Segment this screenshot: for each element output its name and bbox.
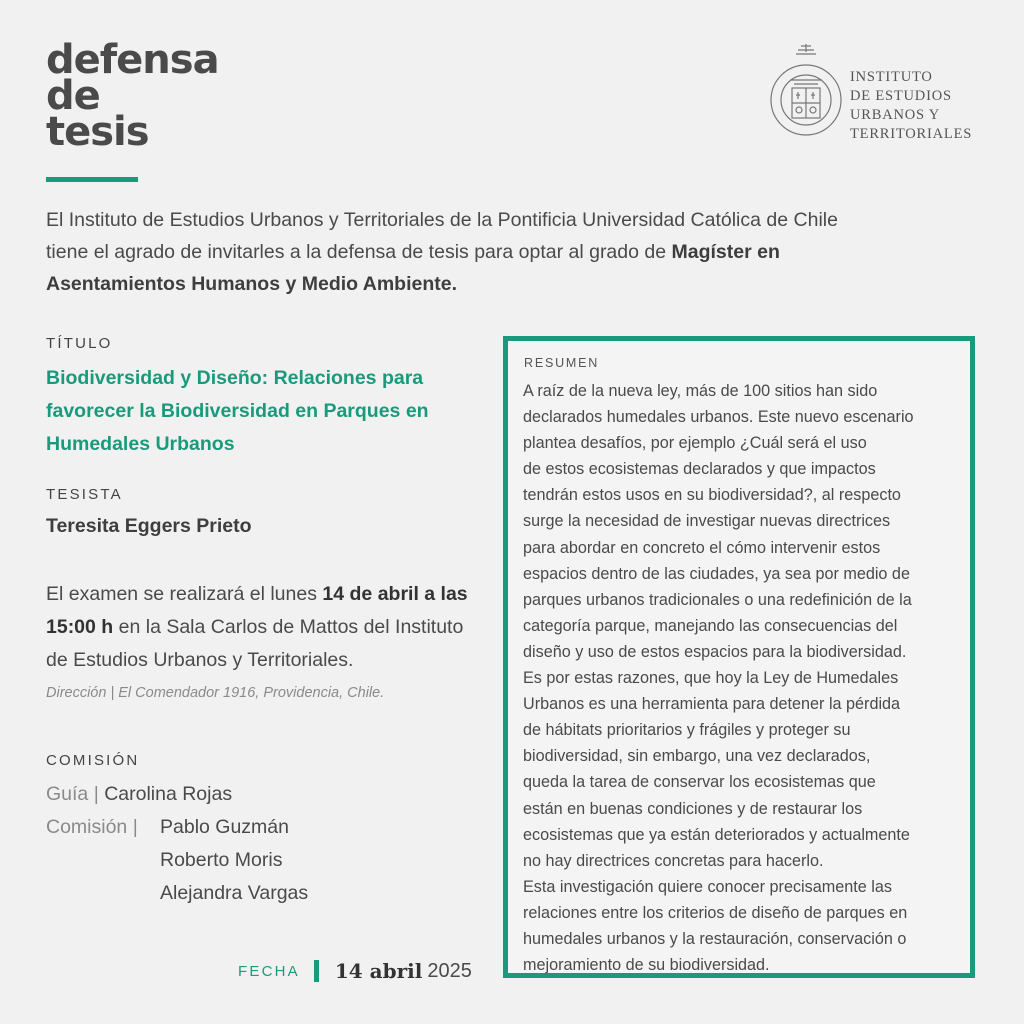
exam-text-1: El examen se realizará el lunes (46, 583, 317, 605)
exam-address: Dirección | El Comendador 1916, Providencia, Chile. (46, 685, 385, 701)
student-name: Teresita Eggers Prieto (46, 515, 252, 537)
guide-name: Carolina Rojas (104, 783, 233, 805)
summary-line: parques urbanos tradicionales o una redefinición de la (523, 590, 912, 609)
summary-line: relaciones entre los criterios de diseño de parques en (523, 903, 908, 922)
exam-info (46, 578, 486, 677)
summary-line: ecosistemas que ya están deteriorados y actualmente (523, 825, 910, 844)
summary-line: plantea desafíos, por ejemplo ¿Cuál será el uso (523, 434, 867, 453)
accent-divider (46, 177, 138, 182)
committee-members-row (46, 811, 309, 904)
summary-line: surge la necesidad de investigar nuevas directrices (523, 512, 891, 531)
intro-paragraph (46, 204, 876, 300)
date-label: FECHA (238, 962, 300, 980)
summary-line: biodiversidad, sin embargo, una vez declarados, (523, 747, 871, 766)
page-title-line-1: defensa (46, 37, 219, 83)
summary-label: RESUMEN (524, 356, 600, 370)
thesis-title-highlight: Biodiversidad y Diseño: (46, 367, 269, 389)
university-seal-icon (768, 44, 848, 154)
summary-line: mejoramiento de su biodiversidad. (523, 956, 770, 975)
summary-line: Esta investigación quiere conocer precisamente las (523, 877, 892, 896)
date-divider (314, 960, 319, 982)
guide-role: Guía | (46, 783, 99, 805)
page-title-line-3: tesis (46, 109, 149, 155)
thesis-title (46, 362, 486, 461)
summary-text (523, 378, 966, 978)
committee-member: Pablo Guzmán (160, 816, 289, 838)
student-label: TESISTA (46, 486, 123, 503)
summary-box (503, 336, 975, 978)
exam-date-time: 14 de abril a las 15:00 h (46, 583, 468, 638)
summary-line: categoría parque, manejando las consecuencias del (523, 616, 898, 635)
institute-logo (768, 44, 980, 154)
date-day-month: 14 abril (334, 959, 423, 983)
summary-line: tendrán estos usos en su biodiversidad?, al respecto (523, 486, 901, 505)
summary-line: declarados humedales urbanos. Este nuevo escenario (523, 408, 914, 427)
page-title (46, 37, 219, 155)
summary-line: Urbanos es una herramienta para detener la pérdida (523, 695, 901, 714)
committee-members (160, 811, 308, 910)
institute-name (850, 68, 972, 144)
summary-line: A raíz de la nueva ley, más de 100 sitios han sido (523, 382, 878, 400)
summary-line: diseño y uso de estos espacios para la biodiversidad. (523, 642, 907, 661)
summary-line: espacios dentro de las ciudades, ya sea por medio de (523, 564, 910, 583)
thesis-label: TÍTULO (46, 335, 113, 352)
summary-line: de hábitats prioritarios y frágiles y proteger su (523, 721, 851, 740)
summary-line: Es por estas razones, que hoy la Ley de Humedales (523, 669, 899, 688)
degree-name: Magíster en Asentamientos Humanos y Medio Ambiente. (46, 241, 780, 295)
institute-name-line-4: TERRITORIALES (850, 126, 973, 142)
institute-name-line-3: URBANOS Y (850, 107, 941, 123)
page-title-line-2: de (46, 73, 100, 119)
date-line (238, 959, 472, 983)
summary-line: están en buenas condiciones y de restaurar los (523, 799, 863, 818)
summary-line: humedales urbanos y la restauración, conservación o (523, 929, 907, 948)
institute-name-line-1: INSTITUTO (850, 69, 933, 85)
committee-list (46, 778, 309, 904)
committee-member: Roberto Moris (160, 849, 283, 871)
summary-line: para abordar en concreto el cómo intervenir estos (523, 538, 881, 557)
summary-line: no hay directrices concretas para hacerlo. (523, 851, 824, 870)
committee-guide-row (46, 778, 232, 811)
intro-text: El Instituto de Estudios Urbanos y Territoriales de la Pontificia Universidad Católica de Chile tiene el agrado de invitarles a la defensa de tesis para optar al grado de (46, 209, 838, 263)
members-role: Comisión | (46, 816, 138, 838)
committee-member: Alejandra Vargas (160, 882, 309, 904)
institute-name-line-2: DE ESTUDIOS (850, 88, 952, 104)
exam-text-2: en la Sala Carlos de Mattos del Instituto de Estudios Urbanos y Territoriales. (46, 616, 464, 671)
date-year: 2025 (427, 959, 472, 982)
summary-line: de estos ecosistemas declarados y que impactos (523, 460, 876, 479)
committee-label: COMISIÓN (46, 752, 140, 769)
summary-line: queda la tarea de conservar los ecosistemas que (523, 773, 876, 792)
thesis-title-rest: Relaciones para favorecer la Biodiversidad en Parques en Humedales Urbanos (46, 367, 429, 455)
